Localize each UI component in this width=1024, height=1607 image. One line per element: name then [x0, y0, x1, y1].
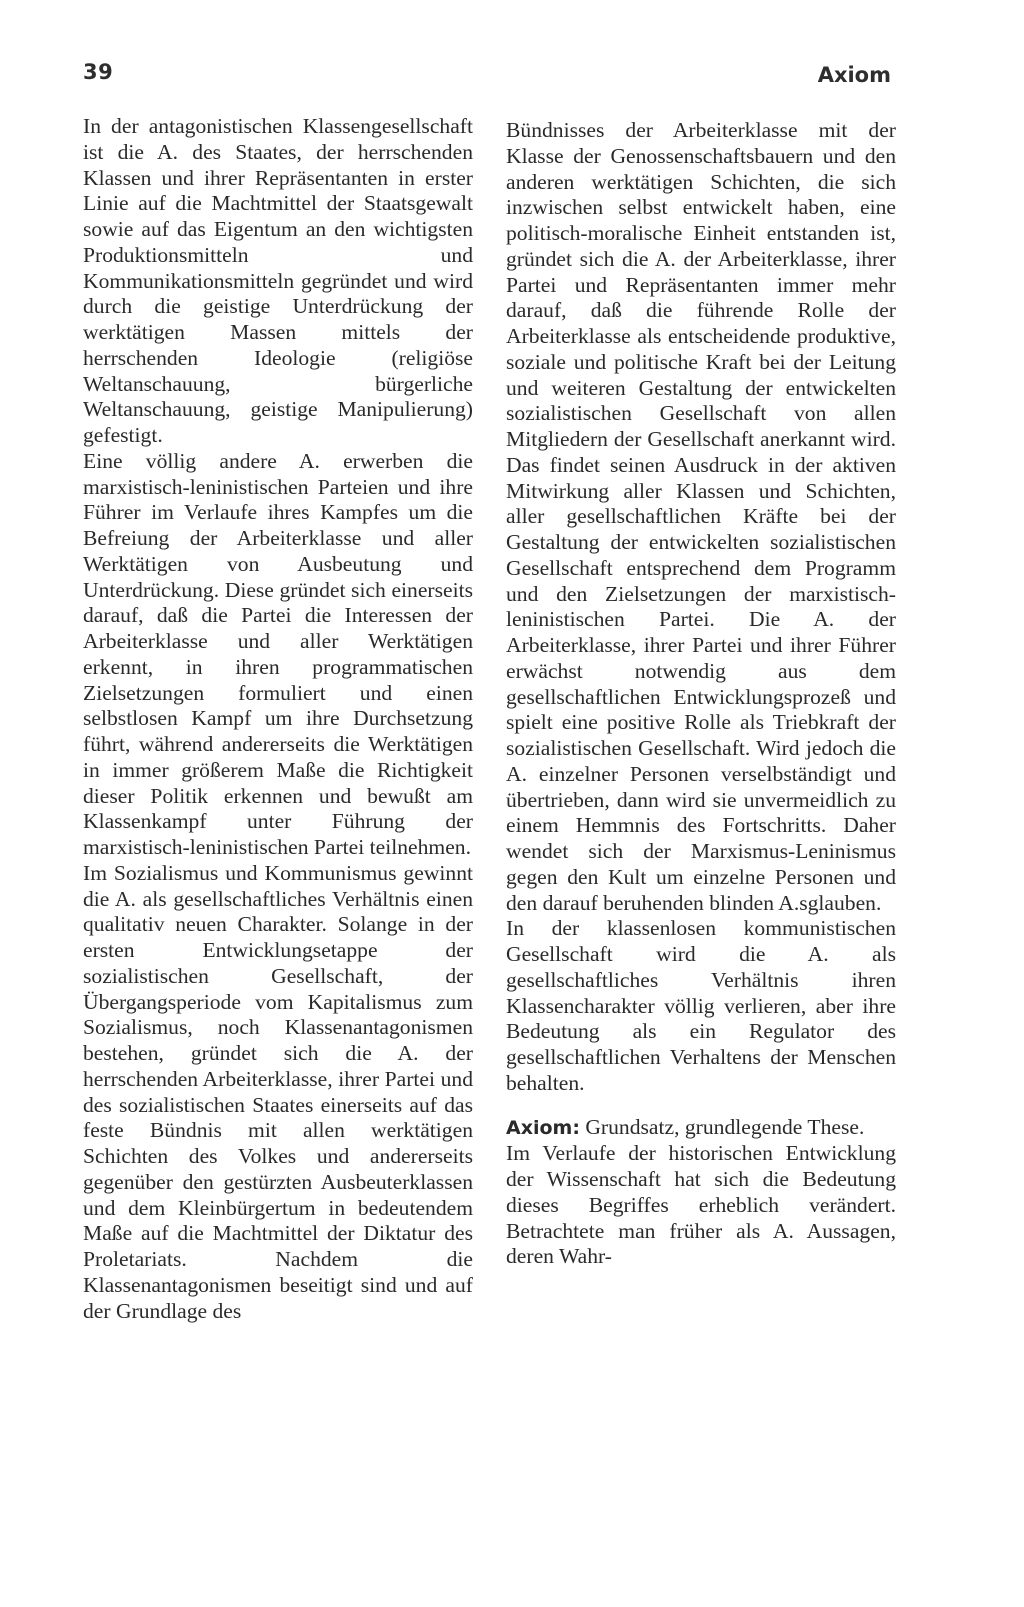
- left-column: [83, 114, 473, 1324]
- paragraph-socialism: Im Sozialismus und Kommunismus gewinnt die A. als gesellschaftliches Verhältnis einen qualitativ neuen Charakter. Solange in der ersten Entwicklungsetappe der sozialistischen Gesellschaft, der Übergangsperiode vom Kapitalismus zum Sozialismus, noch Klassenantagonismen bestehen, gründet sich die A. der herrschenden Arbeiterklasse, ihrer Partei und des sozialistischen Staates einerseits auf das feste Bündnis mit allen werktätigen Schichten des Volkes und andererseits gegenüber den gestürzten Ausbeuterklassen und dem Kleinbürgertum in bedeutendem Maße auf die Machtmittel der Diktatur des Proletariats. Nachdem die Klassenantagonismen beseitigt sind und auf der Grundlage des: [83, 860, 473, 1323]
- entry-term: Axiom:: [506, 1116, 580, 1139]
- dictionary-entry-axiom: [506, 1115, 896, 1142]
- paragraph-classless-society: In der klassenlosen kommunistischen Gesellschaft wird die A. als gesellschaftliches Verhältnis ihren Klassencharakter völlig verlieren, aber ihre Bedeutung als ein Regulator des gesellschaftlichen Verhaltens der Menschen behalten.: [506, 916, 896, 1095]
- paragraph-axiom-history: Im Verlaufe der historischen Entwicklung der Wissenschaft hat sich die Bedeutung dieses Begriffes erheblich verändert. Betrachtete man früher als A. Aussagen, deren Wahr-: [506, 1141, 896, 1269]
- entry-definition: Grundsatz, grundlegende These.: [579, 1114, 865, 1139]
- paragraph-antagonistic-society: In der antagonistischen Klassengesellschaft ist die A. des Staates, der herrschenden Klassen und ihrer Repräsentanten in erster Linie auf die Machtmittel der Staatsgewalt sowie auf das Eigentum an den wichtigsten Produktionsmitteln und Kommunikationsmitteln gegründet und wird durch die geistige Unterdrückung der werktätigen Massen mittels der herrschenden Ideologie (religiöse Weltanschauung, bürgerliche Weltanschauung, geistige Manipulierung) gefestigt.: [83, 114, 473, 447]
- running-head: Axiom: [817, 63, 891, 87]
- paragraph-alliance: Bündnisses der Arbeiterklasse mit der Klasse der Genossenschaftsbauern und den anderen werktätigen Schichten, die sich inzwischen selbst entwickelt haben, eine politisch-moralische Einheit entstanden ist, gründet sich die A. der Arbeiterklasse, ihrer Partei und Repräsentanten immer mehr darauf, daß die führende Rolle der Arbeiterklasse als entscheidende produktive, soziale und politische Kraft bei der Leitung und weiteren Gestaltung der entwickelten sozialistischen Gesellschaft von allen Mitgliedern der Gesellschaft anerkannt wird. Das findet seinen Ausdruck in der aktiven Mitwirkung aller Klassen und Schichten, aller gesellschaftlichen Kräfte bei der Gestaltung der entwickelten sozialistischen Gesellschaft entsprechend dem Programm und den Zielsetzungen der marxistisch-leninistischen Partei. Die A. der Arbeiterklasse, ihrer Partei und ihrer Führer erwächst notwendig aus dem gesellschaftlichen Entwicklungsprozeß und spielt eine positive Rolle als Triebkraft der sozialistischen Gesellschaft. Wird jedoch die A. einzelner Personen verselbständigt und übertrieben, dann wird sie unvermeidlich zu einem Hemmnis des Fortschritts. Daher wendet sich der Marxismus-Leninismus gegen den Kult um einzelne Personen und den darauf beruhenden blinden A.sglauben.: [506, 118, 896, 915]
- paragraph-marxist-parties: Eine völlig andere A. erwerben die marxistisch-leninistischen Parteien und ihre Führer im Verlaufe ihres Kampfes um die Befreiung der Arbeiterklasse und aller Werktätigen von Ausbeutung und Unterdrückung. Diese gründet sich einerseits darauf, daß die Partei die Interessen der Arbeiterklasse und aller Werktätigen erkennt, in ihren programmatischen Zielsetzungen formuliert und einen selbstlosen Kampf um ihre Durchsetzung führt, während andererseits die Werktätigen in immer größerem Maße die Richtigkeit dieser Politik erkennen und bewußt am Klassenkampf unter Führung der marxistisch-leninistischen Partei teilnehmen.: [83, 448, 473, 859]
- right-column: [506, 118, 896, 1270]
- page-number: 39: [83, 60, 114, 84]
